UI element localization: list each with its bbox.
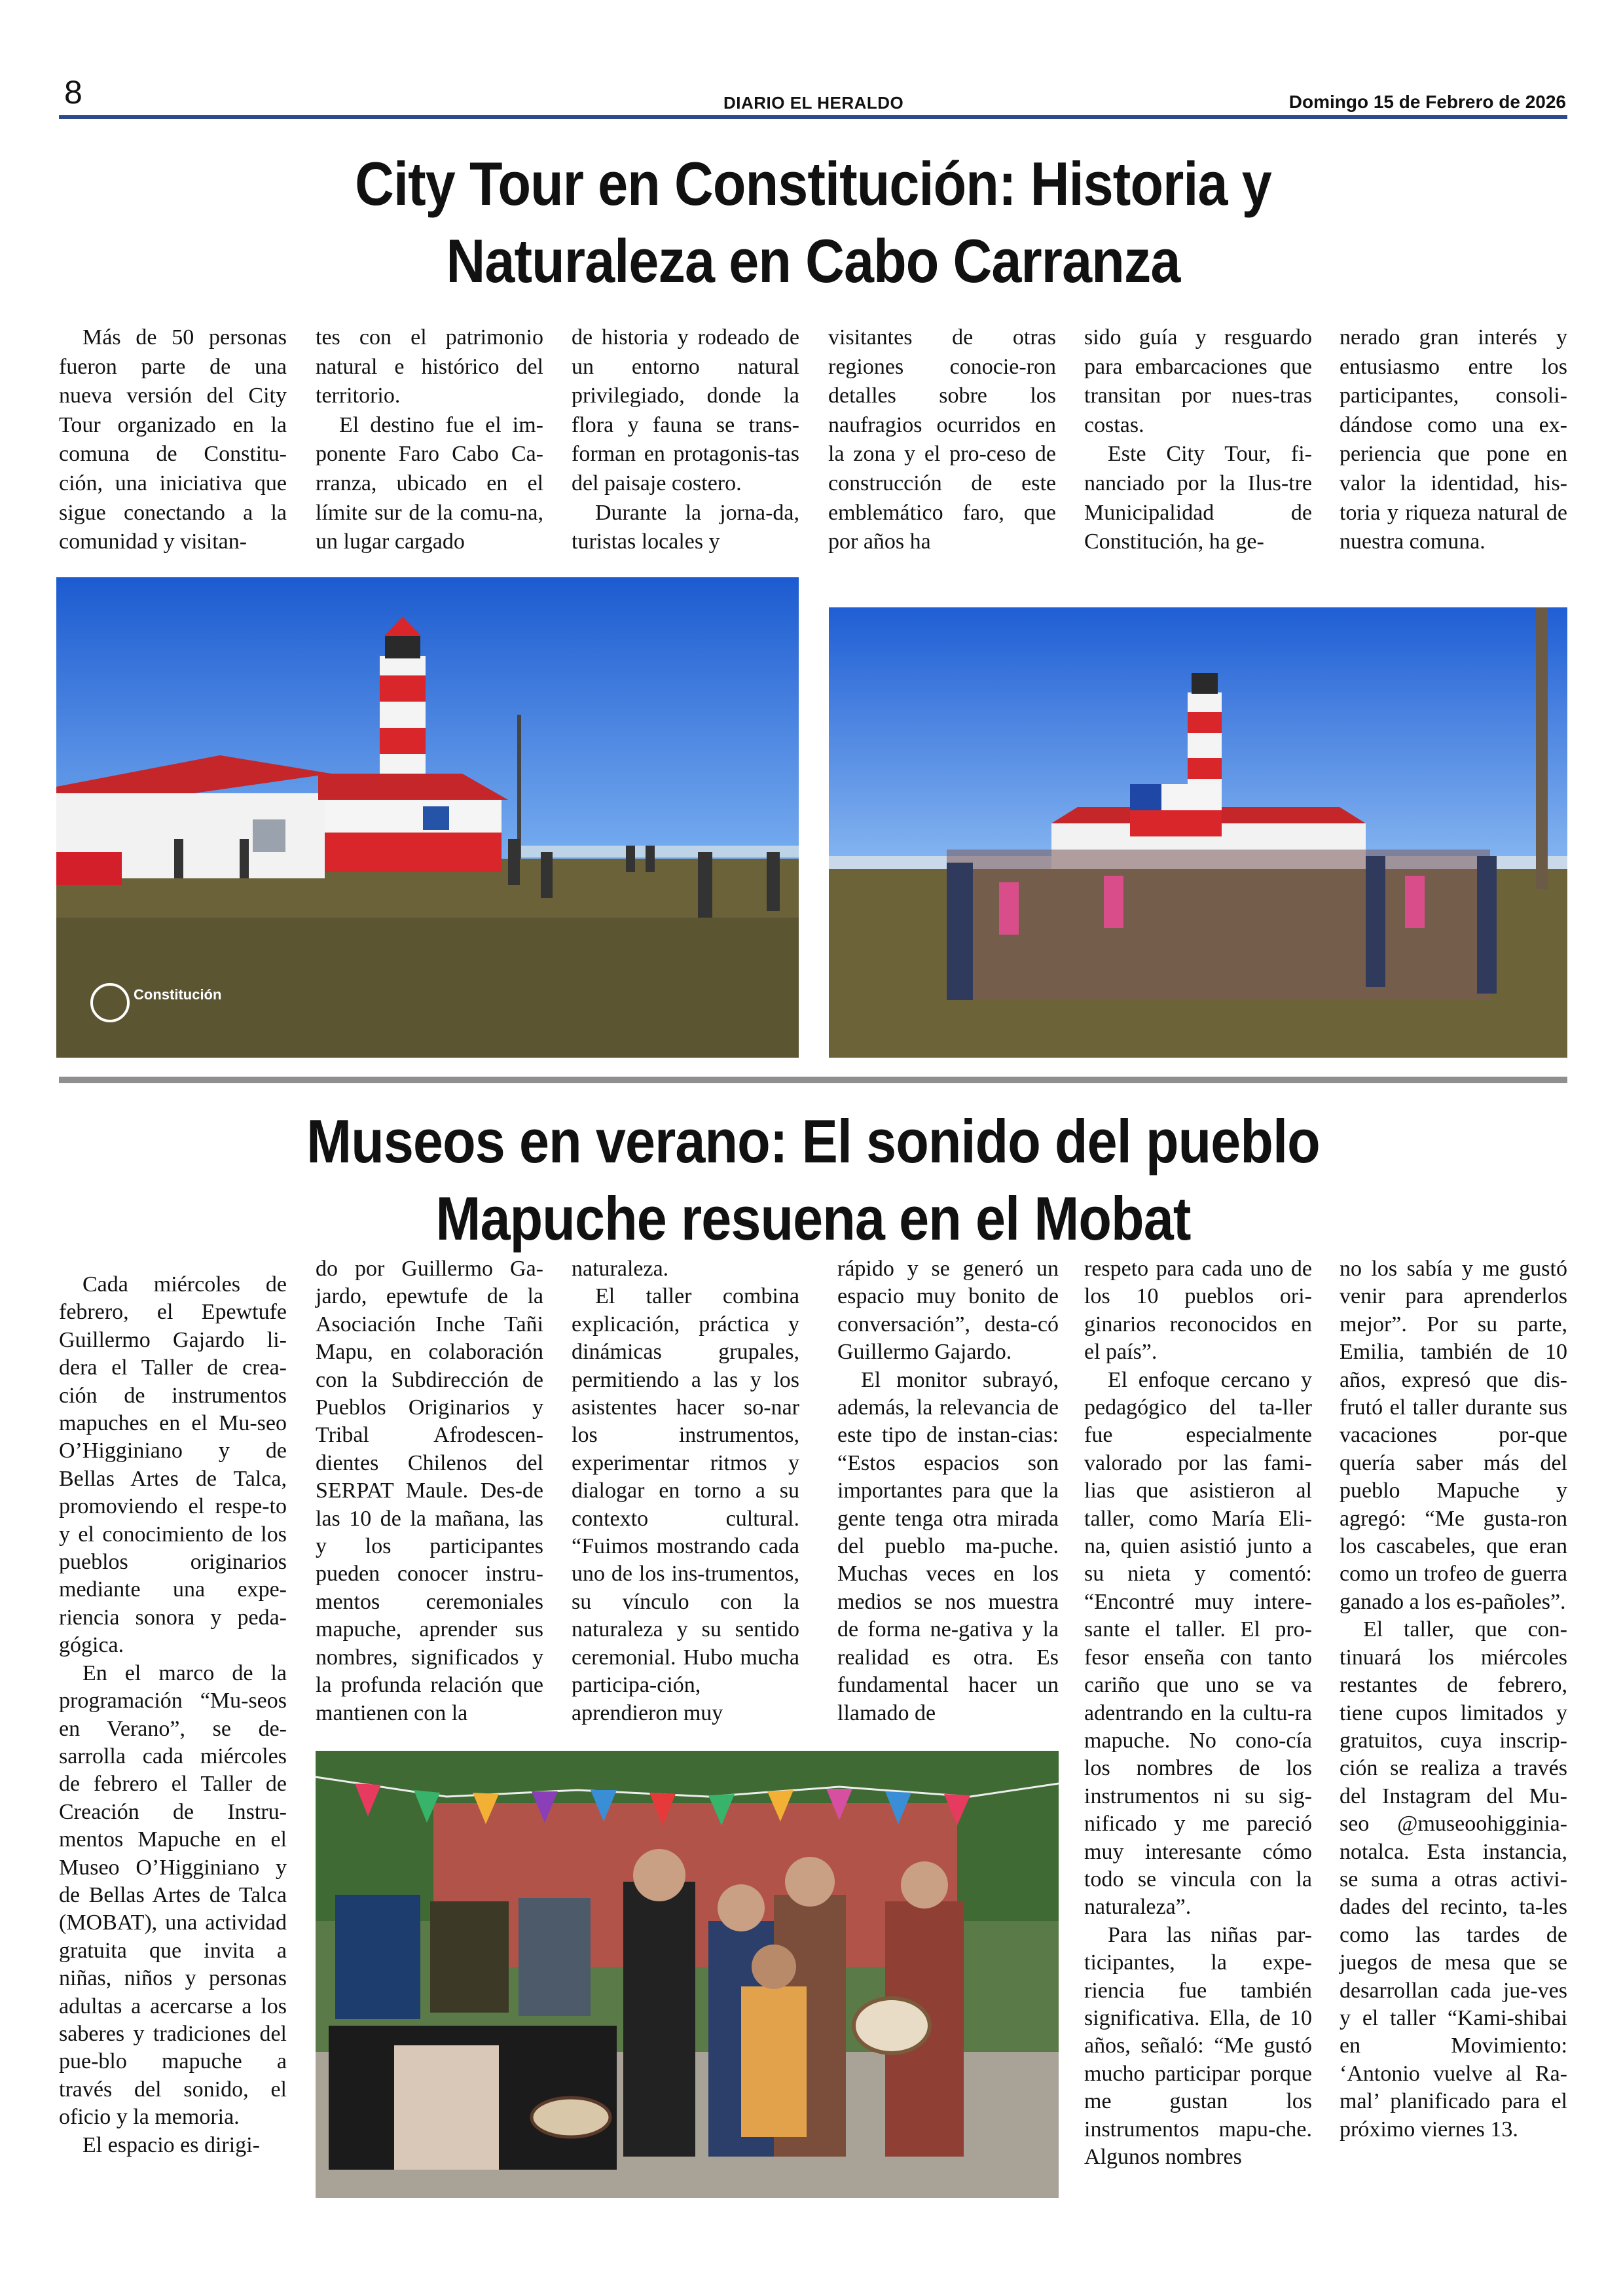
article1-column-2 — [316, 323, 543, 557]
constitucion-logo-text: Constitución — [134, 986, 222, 1003]
article2-column-3 — [572, 1255, 799, 1727]
article2-headline-line1: Museos en verano: El sonido del pueblo — [306, 1107, 1320, 1175]
article-paragraph: Para las niñas par-ticipantes, la expe-riencia fue también significativa. Ella, de 10 años, señaló: “Me gustó mucho participar porque me gustan los instrumentos mapu-che. Algunos nombres — [1084, 1922, 1312, 2169]
article2-column-5 — [1084, 1255, 1312, 2171]
group-photo — [829, 607, 1567, 1058]
article-paragraph: El enfoque cercano y pedagógico del ta-ller fue especialmente valorado por las fami-lias que asistieron al taller, como María Eli-na, quien asistió junto a su nieta y comentó: “Encontré muy intere-sante el taller. El pro-fesor enseña con tanto cariño que uno se va adentrando en la cultu-ra mapuche. No cono-cía los nombres de los instrumentos ni su sig-nificado y me pareció muy interesante cómo todo se vincula con la naturaleza”. — [1084, 1367, 1312, 1920]
group-photo-illustration — [829, 607, 1567, 1058]
article-paragraph: naturaleza. — [572, 1257, 669, 1281]
article-paragraph: Cada miércoles de febrero, el Epewtufe Guillermo Gajardo li-dera el Taller de crea-ción de instrumentos mapuches en el Mu-seo O’Higginiano y de Bellas Artes de Talca, promoviendo el respe-to y el conocimiento de los pueblos originarios mediante una expe-riencia sonora y peda-gógica. — [59, 1272, 287, 1658]
article-paragraph: rápido y se generó un espacio muy bonito de conversación”, desta-có Guillermo Gajardo. — [837, 1257, 1059, 1365]
article2-column-1 — [59, 1271, 287, 2159]
lighthouse-photo-illustration — [56, 577, 799, 1058]
article1-column-1 — [59, 323, 287, 557]
article2-column-4 — [837, 1255, 1059, 1727]
article-paragraph: tes con el patrimonio natural e histórico del territorio. — [316, 325, 543, 408]
article-paragraph: El monitor subrayó, además, la relevancia de este tipo de instan-cias: “Estos espacios son importantes para que la gente tenga otra mirada del pueblo ma-puche. Muchas veces en los medios se nos muestra de forma ne-gativa y la realidad es otra. Es fundamental hacer un llamado de — [837, 1367, 1059, 1725]
article-paragraph: El destino fue el im-ponente Faro Cabo Ca-rranza, ubicado en el límite sur de la comu-na, un lugar cargado — [316, 412, 543, 554]
article-paragraph: Durante la jorna-da, turistas locales y — [572, 500, 799, 554]
article-paragraph: nerado gran interés y entusiasmo entre los participantes, consoli-dándose como una ex-periencia que pone en valor la identidad, his-toria y riqueza natural de nuestra comuna. — [1340, 325, 1567, 554]
issue-date: Domingo 15 de Febrero de 2026 — [1288, 92, 1566, 112]
article-paragraph: Este City Tour, fi-nanciado por la Ilus-tre Municipalidad de Constitución, ha ge- — [1084, 442, 1312, 554]
workshop-photo-illustration — [316, 1751, 1059, 2198]
header-rule — [59, 115, 1567, 119]
lighthouse-photo — [56, 577, 799, 1058]
article-paragraph: visitantes de otras regiones conocie-ron detalles sobre los naufragios ocurridos en la zona y el pro-ceso de construcción de este emblemático faro, que por años ha — [828, 325, 1056, 554]
article-paragraph: El taller, que con-tinuará los miércoles restantes de febrero, tiene cupos limitados y gratuitos, cuya inscrip-ción se realiza a través del Instagram del Mu-seo @museoohigginia-notalca. Esta instancia, se suma a otras activi-dades del recinto, ta-les como las tardes de juegos de mesa que se desarrollan cada jue-ves y el taller “Kami-shibai en Movimiento: ‘Antonio vuelve al Ra-mal’ planificado para el próximo viernes 13. — [1340, 1617, 1567, 2142]
article-paragraph: En el marco de la programación “Mu-seos en Verano”, se de-sarrolla cada miércoles de febrero el Taller de Creación de Instru-mentos Mapuche en el Museo O’Higginiano y de Bellas Artes de Talca (MOBAT), una actividad gratuita que invita a niñas, niños y personas adultas a acercarse a los saberes y tradiciones del pue-blo mapuche a través del sonido, el oficio y la memoria. — [59, 1660, 287, 2130]
article1-column-3 — [572, 323, 799, 557]
article2-column-6 — [1340, 1255, 1567, 2144]
article1-column-4 — [828, 323, 1056, 557]
article2-headline-line2: Mapuche resuena en el Mobat — [435, 1184, 1191, 1253]
article-paragraph: respeto para cada uno de los 10 pueblos ori-ginarios reconocidos en el país”. — [1084, 1257, 1312, 1365]
article1-column-5 — [1084, 323, 1312, 557]
article-paragraph: Más de 50 personas fueron parte de una nueva versión del City Tour organizado en la comuna de Constitu-ción, una iniciativa que sigue conectando a la comunidad y visitan- — [59, 325, 287, 554]
article-paragraph: de historia y rodeado de un entorno natural privilegiado, donde la flora y fauna se trans-forman en protagonis-tas del paisaje costero. — [572, 325, 799, 495]
article1-column-6 — [1340, 323, 1567, 557]
article-paragraph: El taller combina explicación, práctica y dinámicas grupales, permitiendo a las y los asistentes hacer so-nar los instrumentos, experimentar ritmos y dialogar en torno a su contexto cultural. “Fuimos mostrando cada uno de los ins-trumentos, su vínculo con la naturaleza y su sentido ceremonial. Hubo mucha participa-ción, aprendieron muy — [572, 1284, 799, 1725]
workshop-photo — [316, 1751, 1059, 2198]
page-number: 8 — [64, 74, 82, 111]
article-paragraph: sido guía y resguardo para embarcaciones que transitan por nues-tras costas. — [1084, 325, 1312, 437]
article-paragraph: no los sabía y me gustó venir para aprenderlos mejor”. Por su parte, Emilia, también de 10 años, expresó que dis-frutó el taller durante sus vacaciones por-que quería saber más del pueblo Mapuche y agregó: “Me gusta-ron los cascabeles, que eran como un trofeo de guerra ganado a los es-pañoles”. — [1340, 1257, 1567, 1614]
article2-column-2 — [316, 1255, 543, 1727]
article-paragraph: El espacio es dirigi- — [82, 2132, 260, 2157]
newspaper-name: DIARIO EL HERALDO — [723, 93, 904, 113]
article1-headline-line1: City Tour en Constitución: Historia y — [355, 149, 1271, 218]
section-separator — [59, 1077, 1567, 1083]
article2-headline — [149, 1103, 1477, 1257]
article1-headline-line2: Naturaleza en Cabo Carranza — [446, 226, 1180, 295]
article-paragraph: do por Guillermo Ga-jardo, epewtufe de la Asociación Inche Tañi Mapu, en colaboración con la Subdirección de Pueblos Originarios y Tribal Afrodescen-dientes Chilenos del SERPAT Maule. Des-de las 10 de la mañana, las y los participantes pueden conocer instru-mentos ceremoniales mapuche, aprender sus nombres, significados y la profunda relación que mantienen con la — [316, 1257, 543, 1725]
article1-headline — [149, 145, 1477, 300]
